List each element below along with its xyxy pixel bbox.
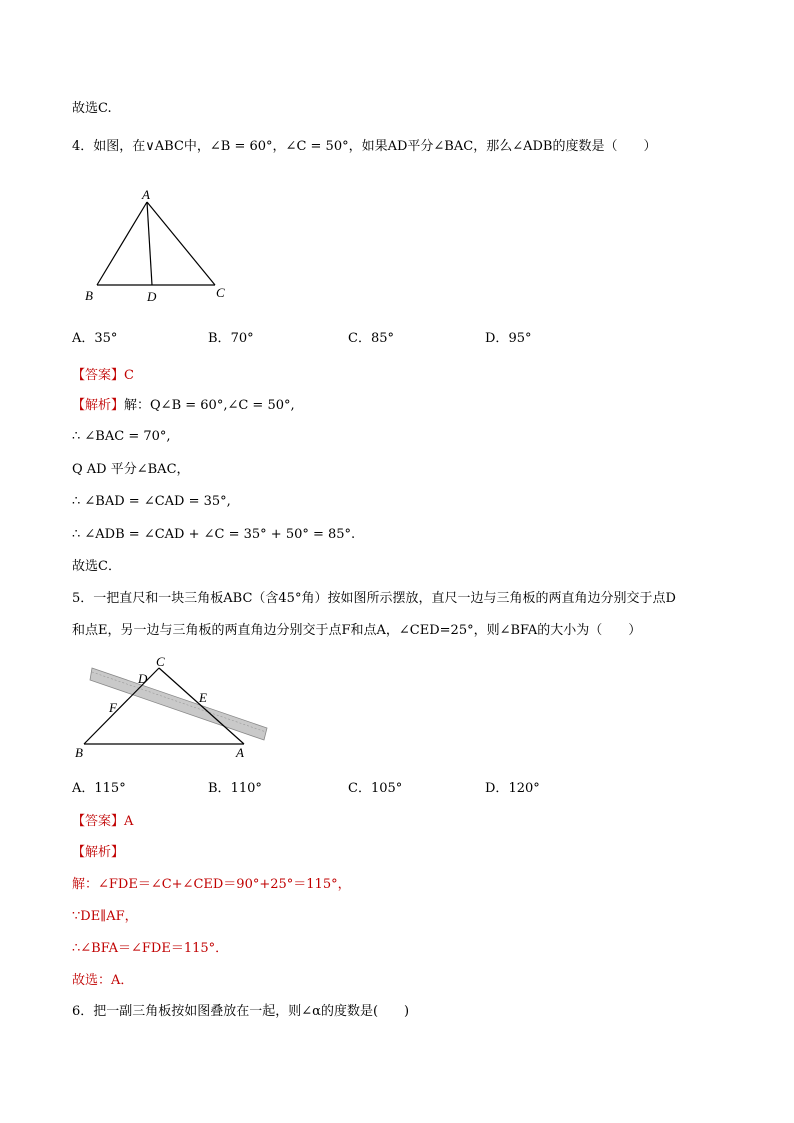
q4-stem: 4．如图，在∨ABC中，∠B = 60°，∠C = 50°，如果AD平分∠BAC，那么∠ADB的度数是（ ）: [72, 139, 657, 154]
q5-stem-line2: 和点E，另一边与三角板的两直角边分别交于点F和点A，∠CED=25°，则∠BFA的大小为（ ）: [72, 623, 642, 638]
q4-analysis-line2: ∴ ∠BAC = 70°,: [72, 429, 171, 444]
q4-option-d: D．95°: [485, 331, 532, 346]
q4-label-c: C: [216, 285, 225, 300]
q4-option-a: A．35°: [72, 331, 118, 346]
q6-stem: 6．把一副三角板按如图叠放在一起，则∠α的度数是( ): [72, 1004, 410, 1019]
q5-option-c: C．105°: [348, 781, 403, 796]
q4-analysis-line5: ∴ ∠ADB = ∠CAD + ∠C = 35° + 50° = 85°.: [72, 527, 356, 542]
q5-label-b: B: [75, 745, 83, 760]
q4-label-a: A: [142, 187, 150, 202]
q4-answer: 【答案】C: [72, 368, 134, 383]
q4-option-c: C．85°: [348, 331, 394, 346]
q4-analysis-line1: 【解析】解：Q∠B = 60°,∠C = 50°,: [72, 398, 295, 413]
q4-option-b: B．70°: [208, 331, 254, 346]
q5-answer: 【答案】A: [72, 814, 134, 829]
q4-label-d: D: [147, 289, 157, 304]
q5-analysis-line1: 解：∠FDE＝∠C+∠CED＝90°+25°＝115°，: [72, 877, 351, 892]
q4-conclusion: 故选C．: [72, 559, 121, 574]
q5-option-a: A．115°: [72, 781, 126, 796]
q5-label-a: A: [236, 745, 244, 760]
q5-stem-line1: 5．一把直尺和一块三角板ABC（含45°角）按如图所示摆放，直尺一边与三角板的两直角边分别交于点D: [72, 591, 676, 606]
q5-ruler-triangle-figure: [72, 656, 282, 766]
q5-option-b: B．110°: [208, 781, 262, 796]
q4-analysis-line4: ∴ ∠BAD = ∠CAD = 35°,: [72, 494, 231, 509]
q5-label-f: F: [109, 700, 117, 715]
q5-label-d: D: [138, 671, 148, 686]
q5-analysis-tag: 【解析】: [72, 845, 125, 860]
q5-analysis-line2: ∵DE∥AF，: [72, 909, 138, 924]
q4-analysis-line3: Q AD 平分∠BAC，: [72, 462, 190, 477]
q5-option-d: D．120°: [485, 781, 540, 796]
q5-analysis-line4: 故选：A．: [72, 973, 134, 988]
q4-triangle-figure: [80, 185, 240, 310]
q5-label-c: C: [156, 656, 165, 669]
prev-conclusion: 故选C.: [72, 101, 112, 116]
q5-label-e: E: [199, 690, 207, 705]
q5-analysis-line3: ∴∠BFA＝∠FDE＝115°．: [72, 941, 229, 956]
q4-label-b: B: [85, 288, 93, 303]
